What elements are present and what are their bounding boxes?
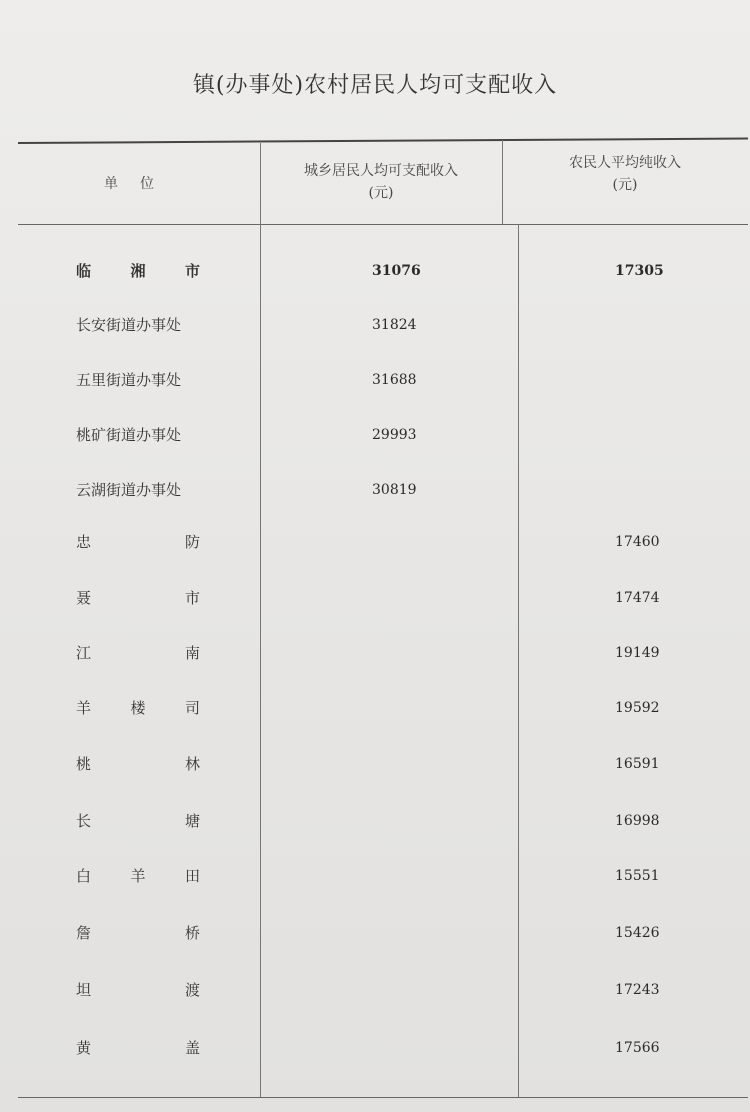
row-unit-name: 桃矿街道办事处 xyxy=(76,426,182,444)
row-rural-income: 15551 xyxy=(615,868,660,884)
header-urban-income-label: 城乡居民人均可支配收入 xyxy=(304,163,458,179)
table-row xyxy=(0,806,750,836)
row-urban-income: 30819 xyxy=(372,482,417,498)
table-row xyxy=(0,749,750,779)
header-urban-income xyxy=(260,160,502,204)
column-divider-1 xyxy=(260,143,261,1097)
row-unit-name: 羊 楼 司 xyxy=(76,699,200,717)
row-rural-income: 16591 xyxy=(615,756,660,772)
header-rural-income-label: 农民人平均纯收入 xyxy=(569,155,681,171)
row-unit-name: 云湖街道办事处 xyxy=(76,481,182,499)
table-row xyxy=(0,527,750,557)
row-urban-income: 29993 xyxy=(372,427,417,443)
row-rural-income: 19149 xyxy=(615,645,660,661)
row-unit-name: 黄 盖 xyxy=(76,1039,200,1057)
row-unit-name: 聂 市 xyxy=(76,589,200,607)
row-rural-income: 17474 xyxy=(615,590,660,606)
table-header-rule xyxy=(18,224,748,225)
header-unit: 单位 xyxy=(104,176,176,192)
row-rural-income: 15426 xyxy=(615,925,660,941)
row-rural-income: 17243 xyxy=(615,982,660,998)
header-rural-income xyxy=(502,152,748,196)
row-rural-income: 17566 xyxy=(615,1040,660,1056)
table-bottom-rule xyxy=(18,1097,748,1098)
row-rural-income: 16998 xyxy=(615,813,660,829)
row-rural-income: 19592 xyxy=(615,700,660,716)
header-urban-income-unit: (元) xyxy=(368,185,394,201)
table-row xyxy=(0,365,750,395)
row-unit-name: 临 湘 市 xyxy=(76,262,200,280)
row-unit-name: 江 南 xyxy=(76,644,200,662)
row-unit-name: 白 羊 田 xyxy=(76,867,200,885)
page-title: 镇(办事处)农村居民人均可支配收入 xyxy=(192,73,558,98)
table-row xyxy=(0,420,750,450)
table-row xyxy=(0,310,750,340)
header-rural-income-unit: (元) xyxy=(612,177,638,193)
table-row xyxy=(0,475,750,505)
row-unit-name: 长 塘 xyxy=(76,812,200,830)
table-row xyxy=(0,861,750,891)
row-urban-income: 31824 xyxy=(372,317,417,333)
table-row xyxy=(0,693,750,723)
table-row xyxy=(0,918,750,948)
row-urban-income: 31688 xyxy=(372,372,417,388)
table-top-rule xyxy=(18,138,748,144)
table-row xyxy=(0,1033,750,1063)
row-unit-name: 忠 防 xyxy=(76,533,200,551)
table-row xyxy=(0,638,750,668)
row-rural-income: 17460 xyxy=(615,534,660,550)
row-unit-name: 詹 桥 xyxy=(76,924,200,942)
row-unit-name: 五里街道办事处 xyxy=(76,371,182,389)
table-row xyxy=(0,256,750,286)
row-unit-name: 坦 渡 xyxy=(76,981,200,999)
table-row xyxy=(0,975,750,1005)
row-rural-income: 17305 xyxy=(615,263,664,279)
row-unit-name: 桃 林 xyxy=(76,755,200,773)
table-row xyxy=(0,583,750,613)
row-unit-name: 长安街道办事处 xyxy=(76,316,182,334)
row-urban-income: 31076 xyxy=(372,263,421,279)
